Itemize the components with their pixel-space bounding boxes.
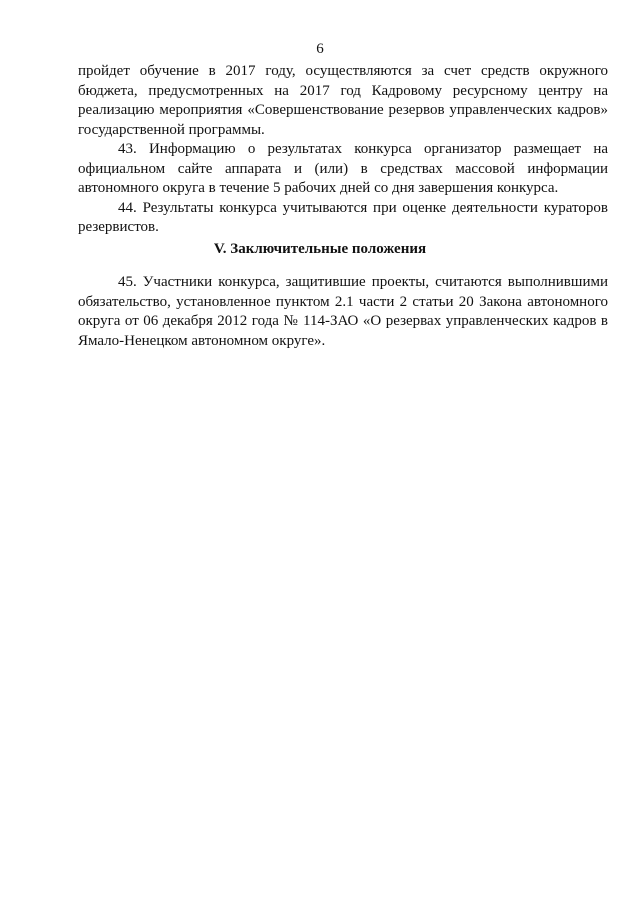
body-text-bottom xyxy=(78,273,608,351)
page-number: 6 xyxy=(316,41,324,57)
paragraph-44: 44. Результаты конкурса учитываются при оценке деятельности кураторов резервистов. xyxy=(78,199,608,235)
paragraph-45: 45. Участники конкурса, защитившие проекты, считаются выполнившими обязательство, установленное пунктом 2.1 части 2 статьи 20 Закона автономного округа от 06 декабря 2012 года № 114-ЗАО «О резервах управленческих кадров в Ямало-Ненецком автономном округе». xyxy=(78,274,608,349)
body-text-top xyxy=(78,62,608,238)
paragraph-continuation: пройдет обучение в 2017 году, осуществляются за счет средств окружного бюджета, предусмотренных на 2017 год Кадровому ресурсному центру на реализацию мероприятия «Совершенствование резервов управленческих кадров» государственной программы. xyxy=(78,63,608,138)
section-heading: V. Заключительные положения xyxy=(213,241,427,257)
paragraph-43: 43. Информацию о результатах конкурса организатор размещает на официальном сайте аппарата и (или) в средствах массовой информации автономного округа в течение 5 рабочих дней со дня завершения конкурса. xyxy=(78,141,608,196)
